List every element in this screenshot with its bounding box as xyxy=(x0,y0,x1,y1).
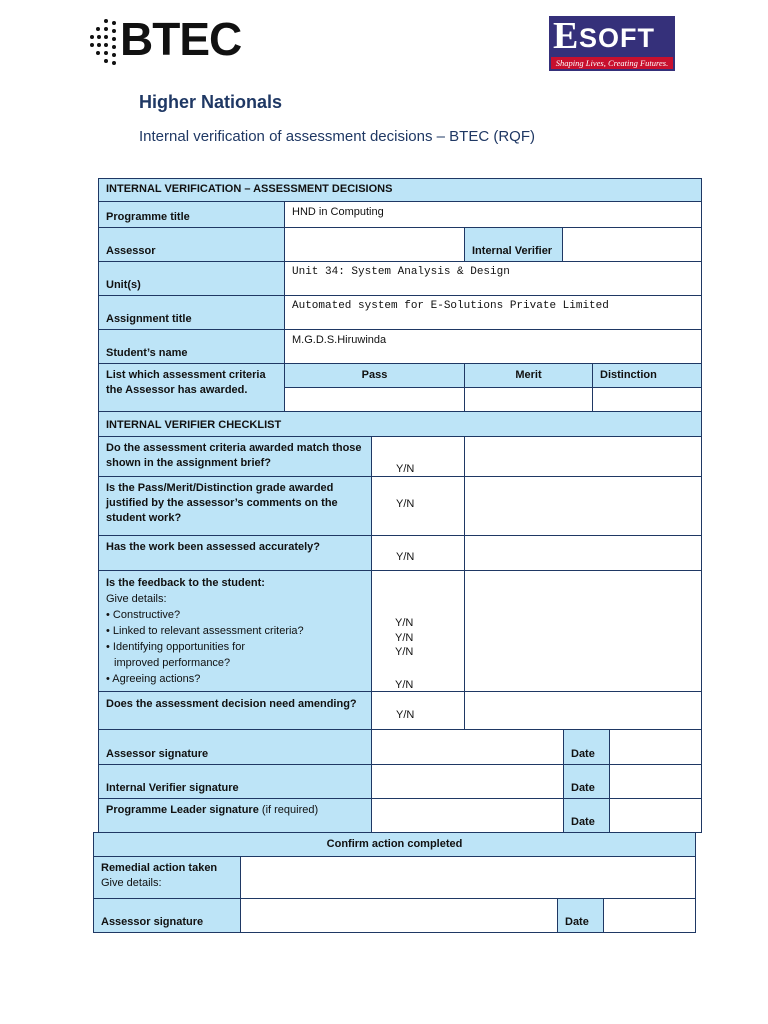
distinction-header: Distinction xyxy=(592,363,702,388)
yn-criteria-match[interactable]: Y/N xyxy=(371,436,465,477)
programme-leader-signature-field[interactable] xyxy=(371,798,564,833)
assessor-date-field[interactable] xyxy=(609,729,702,765)
confirm-assessor-signature-label: Assessor signature xyxy=(93,898,241,933)
pass-header: Pass xyxy=(284,363,465,388)
programme-leader-date-field[interactable] xyxy=(609,798,702,833)
comment-criteria-match[interactable] xyxy=(464,436,702,477)
internal-verifier-date-field[interactable] xyxy=(609,764,702,799)
assessor-label: Assessor xyxy=(98,227,285,262)
comment-feedback[interactable] xyxy=(464,570,702,692)
checklist-question-assessed-accurately: Has the work been assessed accurately? xyxy=(98,535,372,571)
yn-assessed-accurately[interactable]: Y/N xyxy=(371,535,465,571)
esoft-logo-soft: SOFT xyxy=(579,23,655,53)
units-label: Unit(s) xyxy=(98,261,285,296)
checklist-header: INTERNAL VERIFIER CHECKLIST xyxy=(98,411,702,437)
remedial-action-label xyxy=(93,856,241,899)
feedback-item-agreeing-actions: • Agreeing actions? xyxy=(106,673,201,685)
pass-criteria-field[interactable] xyxy=(284,387,465,412)
btec-wordmark: BTEC xyxy=(120,13,242,65)
yn-feedback-opportunities[interactable]: Y/N xyxy=(395,646,414,658)
internal-verifier-signature-label: Internal Verifier signature xyxy=(98,764,372,799)
confirm-date-field[interactable] xyxy=(603,898,696,933)
yn-grade-justified[interactable]: Y/N xyxy=(371,476,465,536)
internal-verifier-date-label: Date xyxy=(563,764,610,799)
yn-feedback-actions[interactable]: Y/N xyxy=(395,679,414,691)
btec-dots-icon xyxy=(90,19,124,65)
feedback-item-constructive: • Constructive? xyxy=(106,609,181,621)
confirm-action-header: Confirm action completed xyxy=(93,832,696,857)
feedback-item-opportunities-cont: improved performance? xyxy=(114,657,231,669)
yn-feedback-constructive[interactable]: Y/N xyxy=(395,617,414,629)
student-name-label: Student’s name xyxy=(98,329,285,364)
feedback-item-linked-criteria: • Linked to relevant assessment criteria? xyxy=(106,625,304,637)
checklist-question-feedback xyxy=(98,570,372,692)
checklist-question-criteria-match: Do the assessment criteria awarded match those shown in the assignment brief? xyxy=(98,436,372,477)
checklist-question-decision-amending: Does the assessment decision need amending? xyxy=(98,691,372,730)
comment-grade-justified[interactable] xyxy=(464,476,702,536)
internal-verifier-label: Internal Verifier xyxy=(464,227,563,262)
merit-header: Merit xyxy=(464,363,593,388)
programme-title-label: Programme title xyxy=(98,201,285,228)
page-subtitle: Internal verification of assessment decisions – BTEC (RQF) xyxy=(139,128,535,145)
esoft-logo xyxy=(549,16,675,71)
internal-verifier-field[interactable] xyxy=(562,227,702,262)
yn-decision-amending[interactable]: Y/N xyxy=(371,691,465,730)
btec-logo xyxy=(90,13,255,72)
confirm-date-label: Date xyxy=(557,898,604,933)
comment-decision-amending[interactable] xyxy=(464,691,702,730)
programme-title-value[interactable]: HND in Computing xyxy=(284,201,702,228)
internal-verifier-signature-field[interactable] xyxy=(371,764,564,799)
assignment-title-label: Assignment title xyxy=(98,295,285,330)
distinction-criteria-field[interactable] xyxy=(592,387,702,412)
feedback-give-details: Give details: xyxy=(106,593,167,605)
confirm-assessor-signature-field[interactable] xyxy=(240,898,558,933)
esoft-logo-e: E xyxy=(553,15,579,57)
assessor-signature-field[interactable] xyxy=(371,729,564,765)
units-value[interactable]: Unit 34: System Analysis & Design xyxy=(284,261,702,296)
criteria-awarded-label: List which assessment criteria the Assessor has awarded. xyxy=(98,363,285,412)
decisions-header: INTERNAL VERIFICATION – ASSESSMENT DECISIONS xyxy=(98,178,702,202)
remedial-action-field[interactable] xyxy=(240,856,696,899)
programme-leader-signature-label xyxy=(98,798,372,833)
yn-feedback-group xyxy=(371,570,465,692)
checklist-question-grade-justified: Is the Pass/Merit/Distinction grade awarded justified by the assessor’s comments on the student work? xyxy=(98,476,372,536)
student-name-value[interactable]: M.G.D.S.Hiruwinda xyxy=(284,329,702,364)
merit-criteria-field[interactable] xyxy=(464,387,593,412)
remedial-action-title: Remedial action taken xyxy=(101,862,218,874)
assignment-title-value[interactable]: Automated system for E-Solutions Private Limited xyxy=(284,295,702,330)
assessor-signature-label: Assessor signature xyxy=(98,729,372,765)
page-title: Higher Nationals xyxy=(139,92,283,112)
yn-feedback-linked[interactable]: Y/N xyxy=(395,632,414,644)
comment-assessed-accurately[interactable] xyxy=(464,535,702,571)
feedback-question-title: Is the feedback to the student: xyxy=(106,577,265,589)
programme-leader-signature-text: Programme Leader signature xyxy=(106,804,259,816)
assessor-field[interactable] xyxy=(284,227,465,262)
programme-leader-date-label: Date xyxy=(563,798,610,833)
esoft-tagline: Shaping Lives, Creating Futures. xyxy=(551,57,673,69)
assessor-date-label: Date xyxy=(563,729,610,765)
remedial-give-details: Give details: xyxy=(101,877,162,889)
feedback-item-opportunities: • Identifying opportunities for xyxy=(106,641,245,653)
programme-leader-signature-note: (if required) xyxy=(261,804,319,816)
